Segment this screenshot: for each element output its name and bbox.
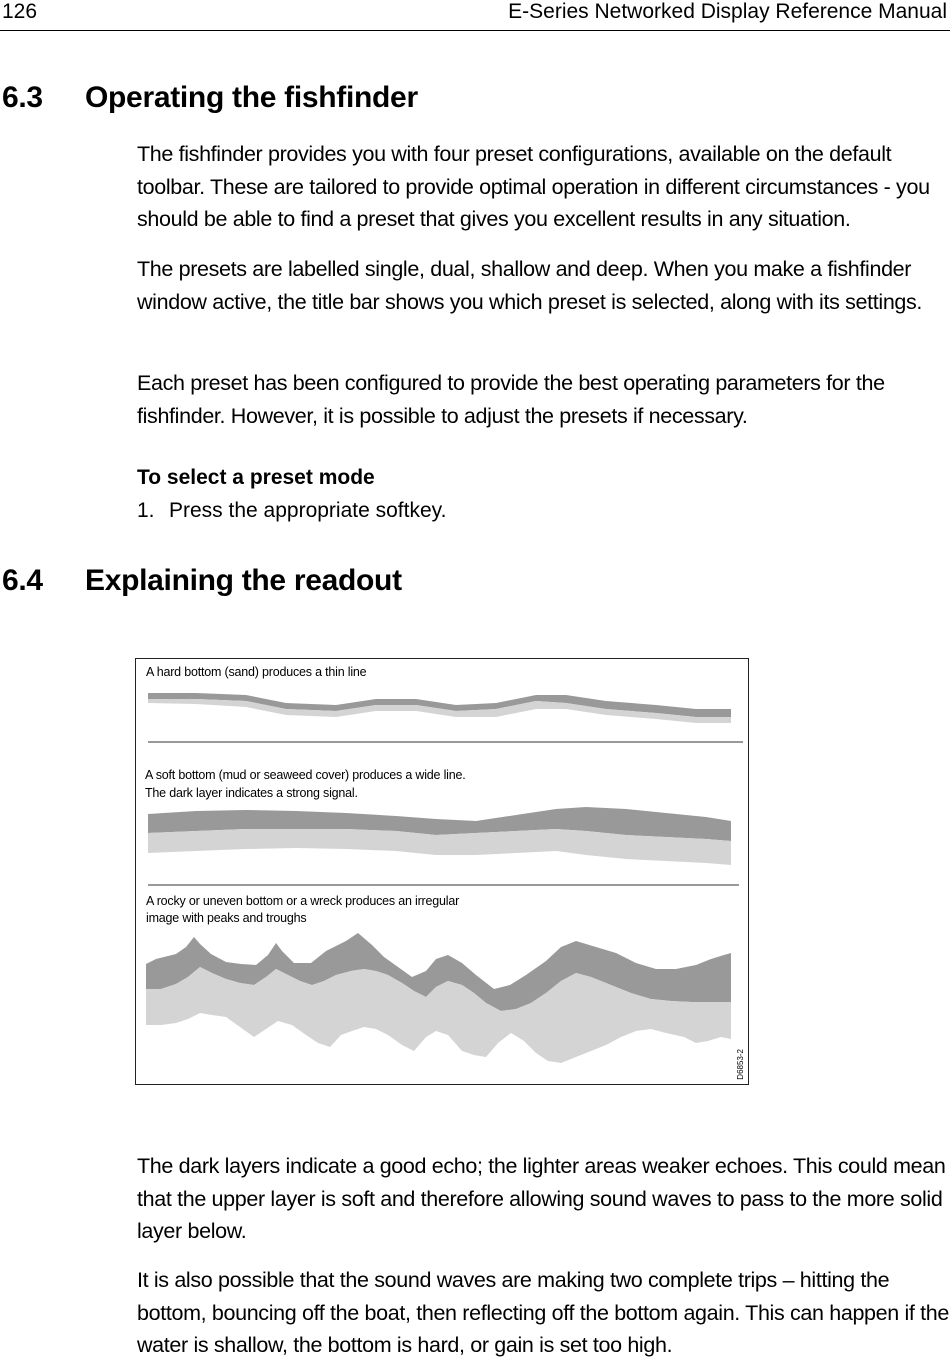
paragraph: It is also possible that the sound waves are making two complete trips – hitting the bottom, bouncing off the boat, then reflecting off the bottom again. This can happen if the water is shallow, the bottom is hard, or gain is set too high. <box>137 1268 950 1357</box>
paragraph: Each preset has been configured to provide the best operating parameters for the fishfinder. However, it is possible to adjust the presets if necessary. <box>137 371 885 428</box>
soft-bottom-echo <box>148 807 731 865</box>
section-title: Explaining the readout <box>85 564 402 597</box>
figure-id: D6853-2 <box>736 1049 745 1080</box>
hard-bottom-echo <box>148 693 731 723</box>
caption-hard-bottom: A hard bottom (sand) produces a thin line <box>146 665 367 679</box>
paragraph: The fishfinder provides you with four preset configurations, available on the default toolbar. These are tailored to provide optimal operation in different circumstances - you should be able to find a preset that gives you excellent results in any situation. <box>137 142 930 231</box>
paragraph: The presets are labelled single, dual, shallow and deep. When you make a fishfinder window active, the title bar shows you which preset is selected, along with its settings. <box>137 257 923 314</box>
caption-soft-bottom-line1: A soft bottom (mud or seaweed cover) produces a wide line. <box>145 768 466 782</box>
section-heading-6-4 <box>2 564 402 598</box>
section-number: 6.4 <box>2 564 43 597</box>
rocky-bottom-echo <box>146 933 731 1063</box>
procedure-title: To select a preset mode <box>137 466 375 489</box>
section-number: 6.3 <box>2 81 43 114</box>
header-rule <box>0 30 950 31</box>
fishfinder-readout-figure <box>135 658 749 1085</box>
caption-rocky-bottom-line1: A rocky or uneven bottom or a wreck produces an irregular <box>146 894 460 908</box>
step-text: Press the appropriate softkey. <box>169 499 447 522</box>
readout-illustration <box>136 659 748 1084</box>
step-number: 1. <box>137 499 155 522</box>
page-number: 126 <box>2 0 38 23</box>
caption-soft-bottom-line2: The dark layer indicates a strong signal. <box>145 786 358 800</box>
procedure-step <box>137 499 446 523</box>
manual-title: E-Series Networked Display Reference Manual <box>508 0 947 23</box>
page-header <box>0 0 950 30</box>
caption-rocky-bottom-line2: image with peaks and troughs <box>146 911 307 925</box>
section-title: Operating the fishfinder <box>85 81 418 114</box>
paragraph: The dark layers indicate a good echo; the lighter areas weaker echoes. This could mean that the upper layer is soft and therefore allowing sound waves to pass to the more solid layer below. <box>137 1154 946 1243</box>
section-heading-6-3 <box>2 81 418 115</box>
